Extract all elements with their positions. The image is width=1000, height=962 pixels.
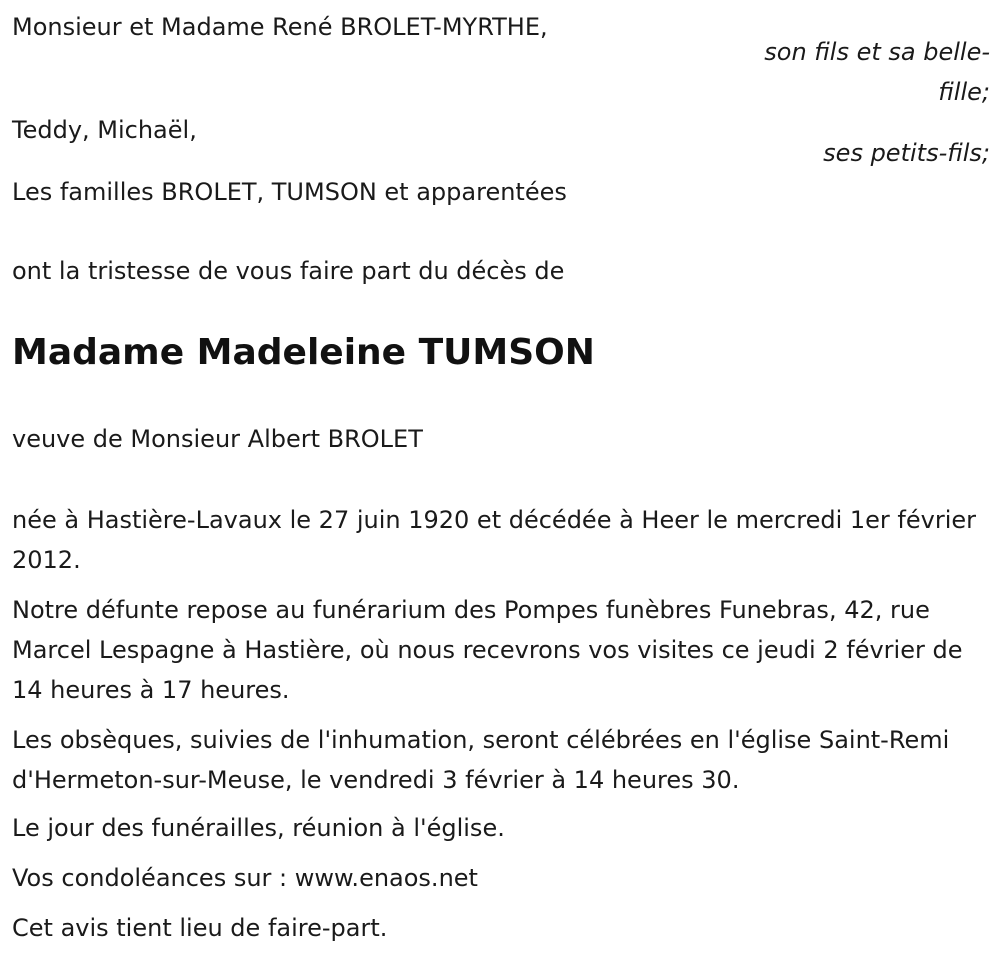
family-grandsons-names: Teddy, Michaël, [12,116,197,144]
widow-of-text: veuve de Monsieur Albert BROLET [12,425,423,453]
family-relatives: Les familles BROLET, TUMSON et apparentées [12,178,567,206]
announcement-text: ont la tristesse de vous faire part du décès de [12,257,565,285]
funeral-details: Les obsèques, suivies de l'inhumation, seront célébrées en l'église Saint-Remi d'Hermeton-sur-Meuse, le vendredi 3 février à 14 heures 30. [12,726,950,794]
family-son-names: Monsieur et Madame René BROLET-MYRTHE, [12,13,548,41]
birth-death-text: née à Hastière-Lavaux le 27 juin 1920 et décédée à Heer le mercredi 1er février 2012. [12,506,976,574]
notice-text: Cet avis tient lieu de faire-part. [12,914,388,942]
family-grandsons-relation: ses petits-fils; [823,139,990,167]
meeting-info: Le jour des funérailles, réunion à l'église. [12,814,505,842]
viewing-details: Notre défunte repose au funérarium des Pompes funèbres Funebras, 42, rue Marcel Lespagne à Hastière, où nous recevrons vos visites ce jeudi 2 février de 14 heures à 17 heures. [12,596,963,704]
family-son-relation: son fils et sa belle-fille; [764,38,990,106]
deceased-name: Madame Madeleine TUMSON [12,332,595,373]
condolences-info: Vos condoléances sur : www.enaos.net [12,864,478,892]
